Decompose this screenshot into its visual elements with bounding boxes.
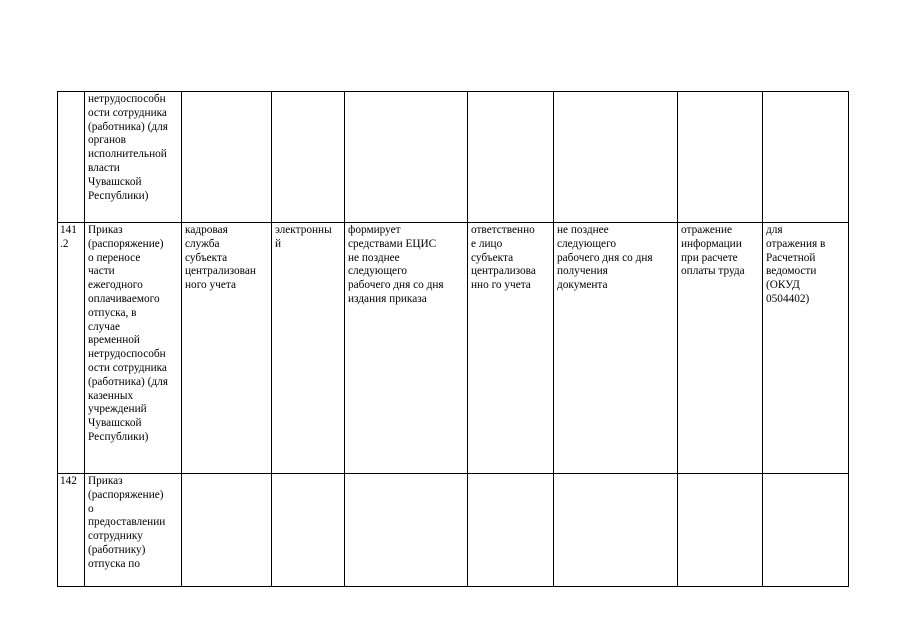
row-number-cell: 142 (58, 474, 85, 587)
deadline-cell (554, 474, 678, 587)
creator-cell: кадровая служба субъекта централизован ного учета (182, 223, 272, 474)
deadline-cell: не позднее следующего рабочего дня со дня получения документа (554, 223, 678, 474)
table-row (58, 223, 849, 474)
document-name-cell: нетрудоспособн ости сотрудника (работника) (для органов исполнительной власти Чувашской Республики) (85, 92, 182, 223)
format-cell: электронны й (272, 223, 345, 474)
purpose-cell (678, 474, 763, 587)
responsible-cell (468, 92, 554, 223)
usage-cell (763, 474, 849, 587)
responsible-cell: ответственно е лицо субъекта централизова нно го учета (468, 223, 554, 474)
responsible-cell (468, 474, 554, 587)
procedure-cell (345, 92, 468, 223)
usage-cell (763, 92, 849, 223)
purpose-cell (678, 92, 763, 223)
document-name-cell: Приказ (распоряжение) о переносе части ежегодного оплачиваемого отпуска, в случае временной нетрудоспособн ости сотрудника (работника) (для казенных учреждений Чувашской Республики) (85, 223, 182, 474)
procedure-cell (345, 474, 468, 587)
format-cell (272, 92, 345, 223)
creator-cell (182, 92, 272, 223)
creator-cell (182, 474, 272, 587)
deadline-cell (554, 92, 678, 223)
document-table (57, 91, 849, 587)
usage-cell: для отражения в Расчетной ведомости (ОКУД 0504402) (763, 223, 849, 474)
table-row (58, 92, 849, 223)
table-row (58, 474, 849, 587)
procedure-cell: формирует средствами ЕЦИС не позднее следующего рабочего дня со дня издания приказа (345, 223, 468, 474)
document-name-cell: Приказ (распоряжение) о предоставлении сотруднику (работнику) отпуска по (85, 474, 182, 587)
row-number-cell: 141 .2 (58, 223, 85, 474)
purpose-cell: отражение информации при расчете оплаты труда (678, 223, 763, 474)
row-number-cell (58, 92, 85, 223)
format-cell (272, 474, 345, 587)
